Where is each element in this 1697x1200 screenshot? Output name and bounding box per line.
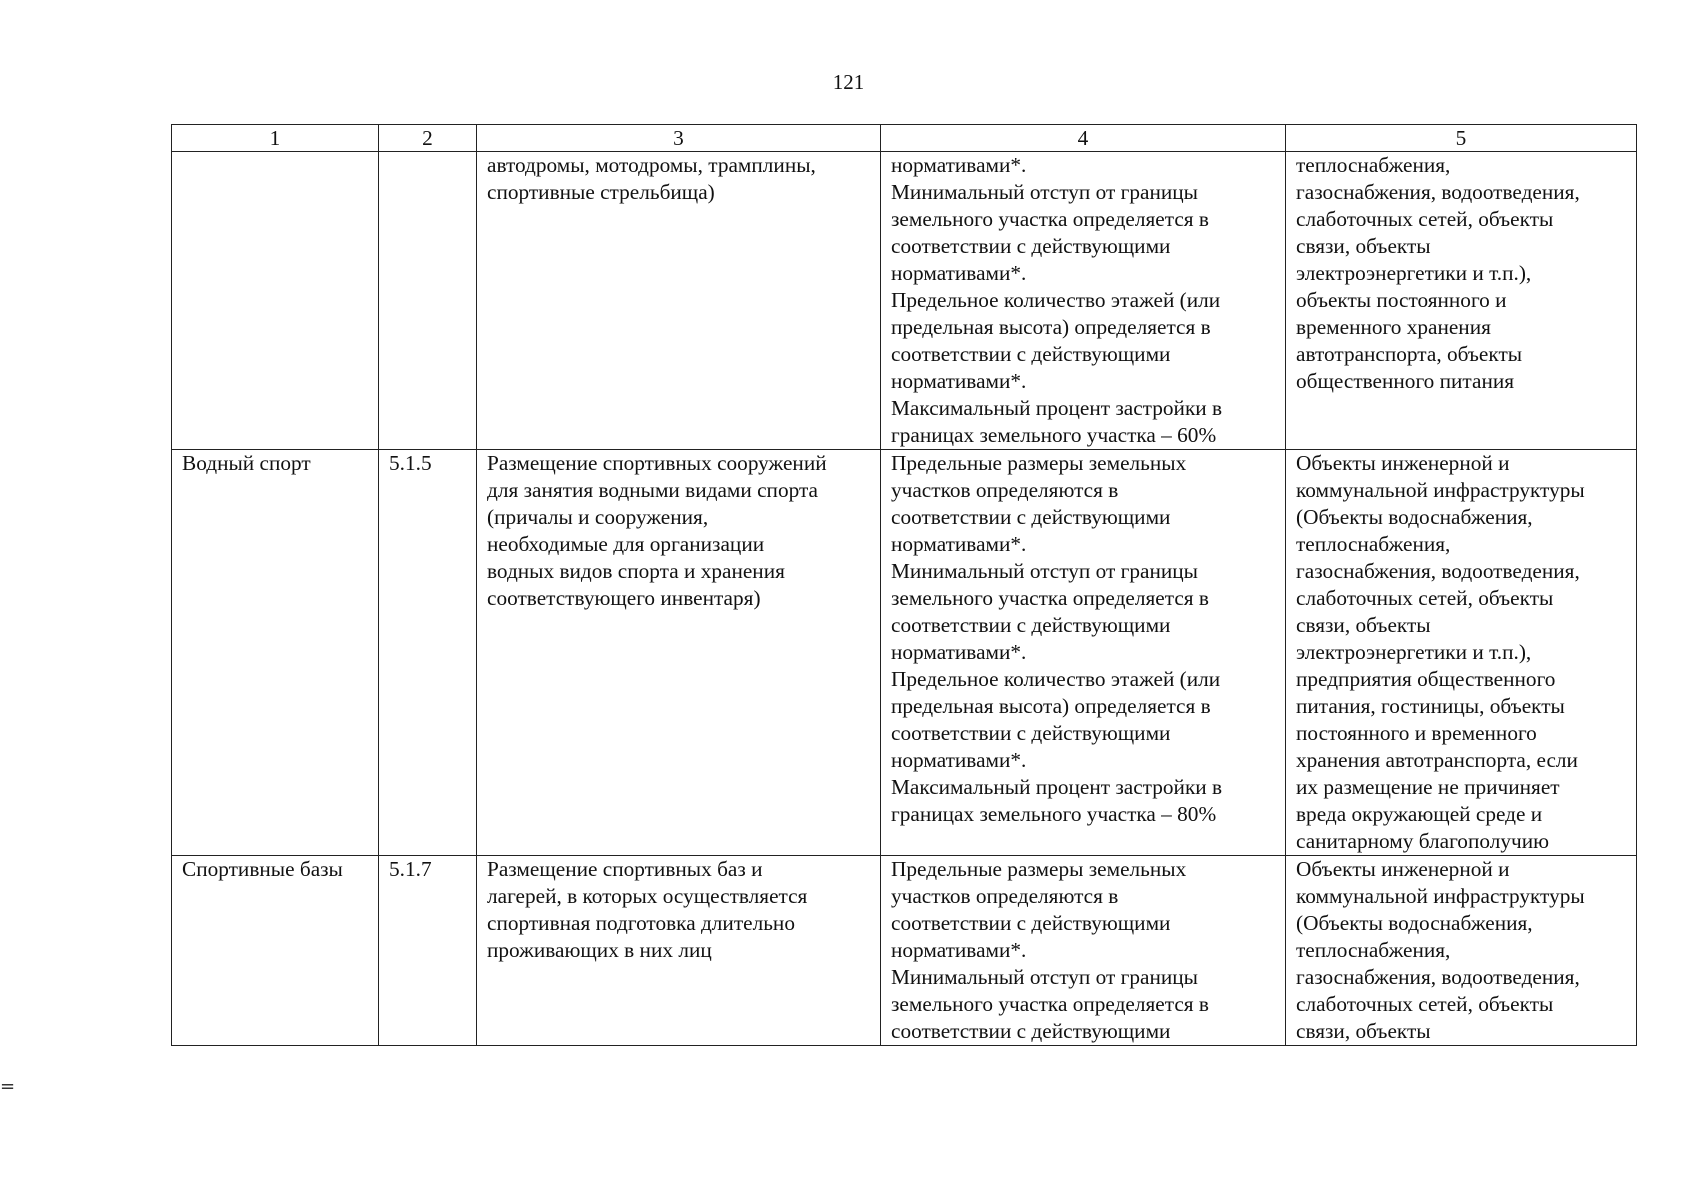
cell-text-line: соответствии с действующими	[891, 1019, 1171, 1043]
cell-text-line: нормативами*.	[891, 532, 1027, 556]
cell-text-line: теплоснабжения,	[1296, 532, 1451, 556]
cell-text-line: водных видов спорта и хранения	[487, 559, 785, 583]
column-header-4: 4	[881, 125, 1286, 152]
land-use-name-cell: Водный спорт	[172, 450, 379, 856]
cell-text-line: Минимальный отступ от границы	[891, 180, 1198, 204]
cell-text-line: нормативами*.	[891, 938, 1027, 962]
cell-text-line: соответствии с действующими	[891, 721, 1171, 745]
column-header-5: 5	[1286, 125, 1637, 152]
cell-text-line: слаботочных сетей, объекты	[1296, 992, 1554, 1016]
cell-text-line: коммунальной инфраструктуры	[1296, 884, 1585, 908]
cell-text-line: соответствии с действующими	[891, 234, 1171, 258]
parameters-cell	[881, 450, 1286, 856]
parameters-cell	[881, 152, 1286, 450]
cell-text-line: автодромы, мотодромы, трамплины,	[487, 153, 816, 177]
cell-text-line: проживающих в них лиц	[487, 938, 712, 962]
cell-text-line: необходимые для организации	[487, 532, 765, 556]
cell-text-line: спортивная подготовка длительно	[487, 911, 795, 935]
cell-text-line: участков определяются в	[891, 478, 1119, 502]
cell-text-line: нормативами*.	[891, 640, 1027, 664]
cell-text-line: земельного участка определяется в	[891, 207, 1209, 231]
cell-text-line: хранения автотранспорта, если	[1296, 748, 1578, 772]
land-use-name-cell	[172, 152, 379, 450]
page-number: 121	[832, 70, 865, 94]
cell-text-line: санитарному благополучию	[1296, 829, 1550, 853]
cell-text-line: (Объекты водоснабжения,	[1296, 505, 1533, 529]
cell-text-line: их размещение не причиняет	[1296, 775, 1560, 799]
cell-text-line: соответствии с действующими	[891, 613, 1171, 637]
cell-text-line: общественного питания	[1296, 369, 1515, 393]
cell-text-line: соответствии с действующими	[891, 342, 1171, 366]
margin-mark: =	[0, 1076, 16, 1097]
cell-text-line: земельного участка определяется в	[891, 992, 1209, 1016]
cell-text-line: Предельные размеры земельных	[891, 451, 1187, 475]
column-header-2: 2	[379, 125, 477, 152]
cell-text-line: Минимальный отступ от границы	[891, 965, 1198, 989]
cell-text-line: газоснабжения, водоотведения,	[1296, 559, 1580, 583]
cell-text-line: (причалы и сооружения,	[487, 505, 709, 529]
cell-text-line: вреда окружающей среде и	[1296, 802, 1543, 826]
cell-text-line: Объекты инженерной и	[1296, 857, 1510, 881]
cell-text-line: соответствующего инвентаря)	[487, 586, 761, 610]
table-header-row	[172, 125, 1637, 152]
cell-text-line: нормативами*.	[891, 153, 1027, 177]
cell-text-line: постоянного и временного	[1296, 721, 1537, 745]
cell-text-line: предельная высота) определяется в	[891, 315, 1211, 339]
cell-text-line: нормативами*.	[891, 261, 1027, 285]
table-row	[172, 856, 1637, 1046]
table-row	[172, 450, 1637, 856]
cell-text-line: границах земельного участка – 80%	[891, 802, 1217, 826]
cell-text-line: объекты постоянного и	[1296, 288, 1507, 312]
cell-text-line: Предельное количество этажей (или	[891, 288, 1221, 312]
cell-text-line: временного хранения	[1296, 315, 1491, 339]
cell-text-line: связи, объекты	[1296, 1019, 1431, 1043]
cell-text-line: коммунальной инфраструктуры	[1296, 478, 1585, 502]
cell-text-line: связи, объекты	[1296, 613, 1431, 637]
cell-text-line: земельного участка определяется в	[891, 586, 1209, 610]
cell-text-line: соответствии с действующими	[891, 911, 1171, 935]
cell-text-line: Максимальный процент застройки в	[891, 775, 1223, 799]
cell-text-line: для занятия водными видами спорта	[487, 478, 818, 502]
land-use-code-cell: 5.1.7	[379, 856, 477, 1046]
cell-text-line: Размещение спортивных баз и	[487, 857, 763, 881]
parameters-cell	[881, 856, 1286, 1046]
auxiliary-uses-cell	[1286, 450, 1637, 856]
description-cell	[477, 152, 881, 450]
cell-text-line: предельная высота) определяется в	[891, 694, 1211, 718]
cell-text-line: нормативами*.	[891, 748, 1027, 772]
land-use-name-cell: Спортивные базы	[172, 856, 379, 1046]
description-cell	[477, 856, 881, 1046]
cell-text-line: лагерей, в которых осуществляется	[487, 884, 808, 908]
auxiliary-uses-cell	[1286, 152, 1637, 450]
column-header-1: 1	[172, 125, 379, 152]
table-body	[172, 152, 1637, 1046]
cell-text-line: электроэнергетики и т.п.),	[1296, 261, 1532, 285]
regulations-table	[171, 124, 1637, 1046]
land-use-code-cell	[379, 152, 477, 450]
cell-text-line: теплоснабжения,	[1296, 938, 1451, 962]
cell-text-line: питания, гостиницы, объекты	[1296, 694, 1565, 718]
cell-text-line: соответствии с действующими	[891, 505, 1171, 529]
cell-text-line: Предельные размеры земельных	[891, 857, 1187, 881]
cell-text-line: границах земельного участка – 60%	[891, 423, 1217, 447]
table-row	[172, 152, 1637, 450]
cell-text-line: Предельное количество этажей (или	[891, 667, 1221, 691]
cell-text-line: спортивные стрельбища)	[487, 180, 715, 204]
cell-text-line: участков определяются в	[891, 884, 1119, 908]
cell-text-line: связи, объекты	[1296, 234, 1431, 258]
column-header-3: 3	[477, 125, 881, 152]
cell-text-line: Максимальный процент застройки в	[891, 396, 1223, 420]
cell-text-line: Минимальный отступ от границы	[891, 559, 1198, 583]
description-cell	[477, 450, 881, 856]
cell-text-line: Объекты инженерной и	[1296, 451, 1510, 475]
cell-text-line: слаботочных сетей, объекты	[1296, 207, 1554, 231]
cell-text-line: нормативами*.	[891, 369, 1027, 393]
cell-text-line: газоснабжения, водоотведения,	[1296, 965, 1580, 989]
cell-text-line: автотранспорта, объекты	[1296, 342, 1523, 366]
cell-text-line: электроэнергетики и т.п.),	[1296, 640, 1532, 664]
cell-text-line: газоснабжения, водоотведения,	[1296, 180, 1580, 204]
cell-text-line: (Объекты водоснабжения,	[1296, 911, 1533, 935]
cell-text-line: теплоснабжения,	[1296, 153, 1451, 177]
cell-text-line: предприятия общественного	[1296, 667, 1556, 691]
cell-text-line: Размещение спортивных сооружений	[487, 451, 827, 475]
land-use-code-cell: 5.1.5	[379, 450, 477, 856]
cell-text-line: слаботочных сетей, объекты	[1296, 586, 1554, 610]
auxiliary-uses-cell	[1286, 856, 1637, 1046]
